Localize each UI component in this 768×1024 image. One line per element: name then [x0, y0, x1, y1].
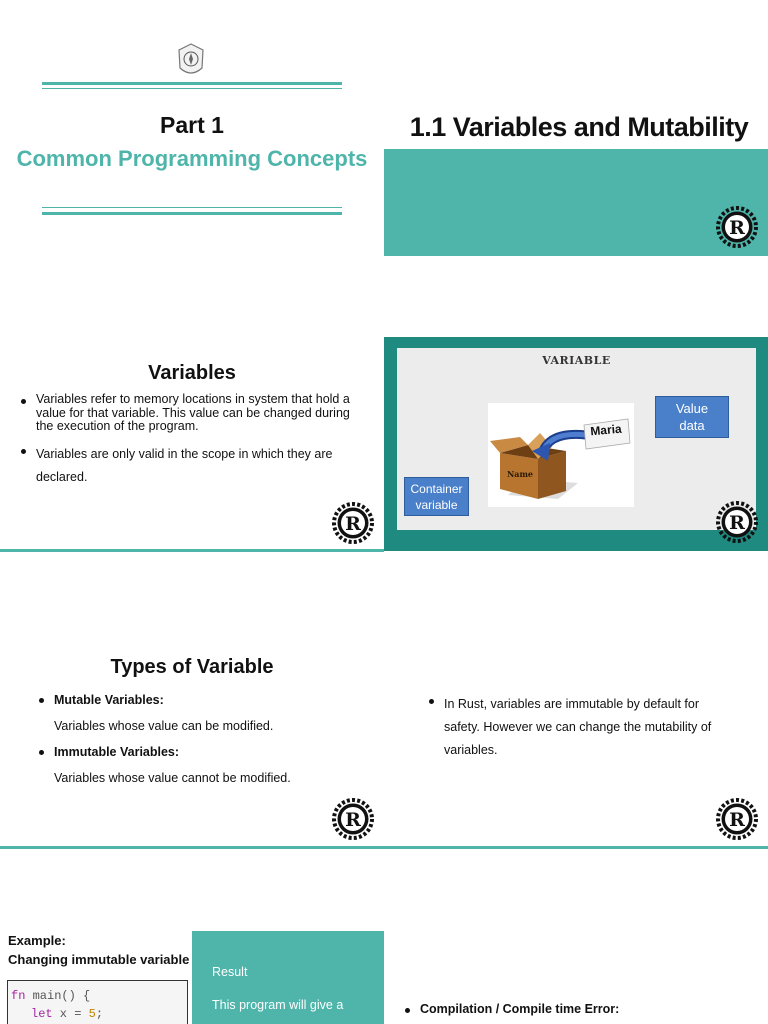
list-item: [36, 692, 366, 734]
types-list: [36, 692, 366, 786]
container-variable-box: [404, 477, 469, 516]
code-text: ;: [95, 1007, 104, 1021]
code-block: [7, 980, 188, 1024]
slide-variables: [0, 256, 384, 552]
types-title: Types of Variable: [110, 656, 274, 678]
box-name-text: Name: [506, 469, 534, 479]
list-item: Compilation / Compile time Error:: [402, 1002, 742, 1016]
diagram-panel: [397, 348, 756, 530]
rust-logo-icon: [716, 798, 758, 840]
slide-types-of-variable: [0, 552, 384, 850]
variables-title: Variables: [148, 362, 236, 384]
code-text: x =: [52, 1007, 89, 1021]
box-illustration-svg: [488, 403, 634, 507]
result-text: This program will give a: [212, 998, 344, 1012]
section-title: 1.1 Variables and Mutability: [409, 112, 749, 142]
container-variable-label: Container variable: [410, 481, 463, 512]
part-heading: Part 1: [160, 112, 224, 138]
rust-logo-icon: [716, 206, 758, 248]
compile-error-list: [402, 1002, 742, 1016]
code-text: main() {: [25, 989, 91, 1003]
title-band: [384, 149, 768, 256]
part-subtitle: Common Programming Concepts: [16, 146, 368, 171]
bottom-rule: [42, 212, 342, 215]
code-keyword: let: [31, 1007, 53, 1021]
slide-compile-error: [384, 850, 768, 1024]
top-rule-thin: [42, 88, 342, 89]
slide-example-code: [0, 850, 384, 1024]
immutability-list: [426, 693, 726, 762]
example-title: Changing immutable variable: [8, 952, 190, 967]
list-item: In Rust, variables are immutable by default for safety. However we can change the mutability of variables.: [426, 693, 726, 762]
list-item: Variables refer to memory locations in system that hold a value for that variable. This value can be changed during the execution of the program.: [18, 393, 370, 434]
code-line: [11, 987, 184, 1005]
slide-bottom-rule: [384, 846, 768, 849]
rust-logo-icon: [716, 501, 758, 543]
bottom-rule-thin: [42, 207, 342, 208]
rust-logo-icon: [332, 798, 374, 840]
variables-bullets: [18, 393, 370, 489]
value-data-label: Value data: [675, 401, 709, 433]
slide-part-title: [0, 0, 384, 256]
result-panel: [192, 931, 384, 1024]
slide-section-title: [384, 0, 768, 256]
university-seal-icon: [176, 42, 206, 80]
slide-bottom-rule: [0, 846, 384, 849]
result-label: Result: [212, 965, 248, 979]
mutable-desc: Variables whose value can be modified.: [54, 719, 274, 733]
code-keyword: fn: [11, 989, 26, 1003]
slide-variable-diagram: [384, 337, 768, 551]
code-number: 5: [88, 1007, 96, 1021]
mutable-label: Mutable Variables:: [54, 693, 164, 707]
maria-tag-text: Maria: [589, 421, 623, 439]
box-illustration: [488, 403, 634, 507]
value-data-box: [655, 396, 729, 438]
list-item: Variables are only valid in the scope in which they are declared.: [18, 443, 370, 489]
rust-logo-icon: [332, 502, 374, 544]
top-rule: [42, 82, 342, 85]
example-label: Example:: [8, 933, 66, 948]
slide-rust-immutability: [384, 552, 768, 850]
immutable-desc: Variables whose value cannot be modified.: [54, 771, 291, 785]
code-line: [11, 1005, 184, 1023]
immutable-label: Immutable Variables:: [54, 745, 180, 759]
list-item: [36, 744, 366, 786]
diagram-heading: VARIABLE: [542, 354, 611, 367]
